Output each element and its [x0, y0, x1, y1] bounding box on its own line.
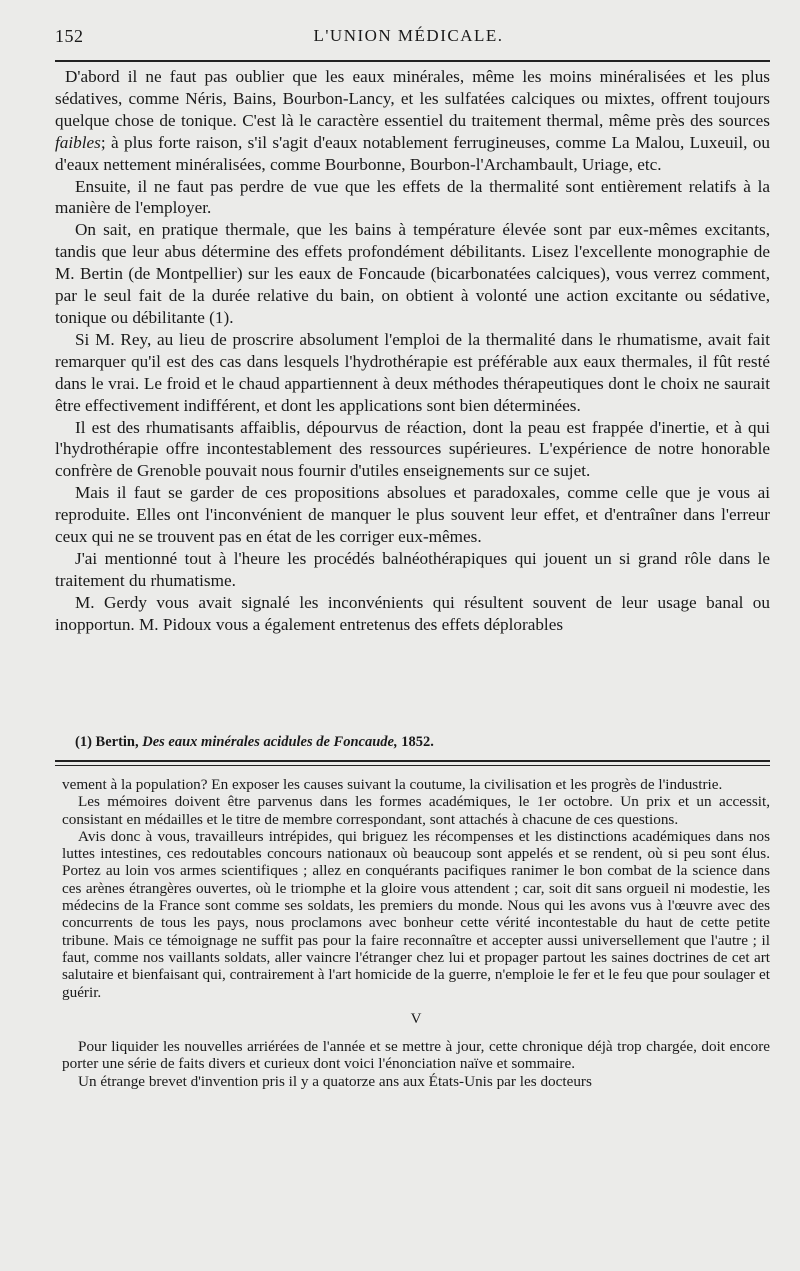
- article-body: [55, 66, 770, 636]
- article-paragraph-7: J'ai mentionné tout à l'heure les procédés balnéothérapiques qui jouent un si grand rôle dans le traitement du rhumatisme.: [55, 548, 770, 590]
- footnote-title: Des eaux minérales acidules de Foncaude,: [142, 734, 398, 750]
- footnote-marker: (1) Bertin,: [75, 734, 139, 750]
- article-paragraph-4: Si M. Rey, au lieu de proscrire absolument l'emploi de la thermalité dans le rhumatisme, avait fait remarquer qu'il est des cas dans lesquels l'hydrothérapie est préférable aux eaux thermales, il fût resté dans le vrai. Le froid et le chaud appartiennent à deux méthodes thérapeutiques dont le choix ne saurait être effectivement indifférent, et dont les applications sont bien déterminées.: [55, 329, 770, 415]
- footnote-year: 1852.: [401, 734, 434, 750]
- section-numeral: V: [410, 1010, 422, 1027]
- article-paragraph-1: [55, 66, 770, 176]
- article-paragraph-2: Ensuite, il ne faut pas perdre de vue que les effets de la thermalité sont entièrement relatifs à la manière de l'employer.: [55, 176, 770, 218]
- article-paragraph-5: Il est des rhumatisants affaiblis, dépourvus de réaction, dont la peau est frappée d'inertie, et à qui l'hydrothérapie offre incontestablement des ressources supérieures. L'expérience de notre honorable confrère de Grenoble pouvait nous fournir d'utiles enseignements sur ce sujet.: [55, 417, 770, 481]
- italic-word: faibles: [55, 132, 101, 152]
- article-paragraph-8: M. Gerdy vous avait signalé les inconvénients qui résultent souvent de leur usage banal ou inopportun. M. Pidoux vous a également entretenus des effets déplorables: [55, 592, 770, 634]
- chronicle-paragraph-2: Les mémoires doivent être parvenus dans les formes académiques, le 1er octobre. Un prix et un accessit, consistant en médailles et le titre de membre correspondant, sont attachés à chacune de ces questions.: [62, 793, 770, 828]
- chronicle-body: [62, 776, 770, 1090]
- header-rule: [55, 60, 770, 62]
- chronicle-paragraph-4: Pour liquider les nouvelles arriérées de l'année et se mettre à jour, cette chronique déjà trop chargée, doit encore porter une série de faits divers et curieux dont voici l'énonciation naïve et sommaire.: [62, 1038, 770, 1073]
- chronicle-paragraph-3: Avis donc à vous, travailleurs intrépides, qui briguez les récompenses et les distinctions académiques dans nos luttes intestines, ces redoutables concours nationaux où beaucoup sont appelés et se rendent, où si peu sont élus. Portez au loin vos armes scientifiques ; allez en conquérants pacifiques ranimer le bon combat de la science dans ces arènes étrangères ouvertes, où le triomphe et la gloire vous attendent ; car, soit dit sans orgueil ni modestie, les médecins de la France sont comme ses soldats, les premiers du monde. Nous qui les avons vus à l'œuvre avec des concurrents de tous les pays, nous proclamons avec bonheur cette vérité incontestable du haut de cette petite tribune. Mais ce témoignage ne suffit pas pour la faire reconnaître et accepter aussi universellement que l'autre ; il faut, comme nos vaillants soldats, aller vaincre l'étranger chez lui et propager partout les saines doctrines de cet art salutaire et bienfaisant qui, contrairement à l'art homicide de la guerre, n'emploie le fer et le feu que pour soulager et guérir.: [62, 827, 770, 1001]
- separator-rule-upper: [55, 760, 770, 762]
- page-header: [55, 26, 762, 54]
- article-paragraph-3: On sait, en pratique thermale, que les bains à température élevée sont par eux-mêmes excitants, tandis que leur abus détermine des effets profondément débilitants. Lisez l'excellente monographie de M. Bertin (de Montpellier) sur les eaux de Foncaude (bicarbonatées calciques), vous verrez comment, par le seul fait de la durée relative du bain, on obtient à volonté une action excitante ou sédative, tonique ou débilitante (1).: [55, 220, 770, 327]
- page-number: 152: [55, 26, 84, 46]
- running-title: L'UNION MÉDICALE.: [313, 26, 504, 45]
- article-p1-text: D'abord il ne faut pas oublier que les eaux minérales, même les moins minéralisées et les plus sédatives, comme Néris, Bains, Bourbon-Lancy, et les sulfatées calciques ou mixtes, offrent toujours quelque chose de tonique. C'est là le caractère essentiel du traitement thermal, même près des sources faibles; à plus forte raison, s'il s'agit d'eaux notablement ferrugineuses, comme La Malou, Luxeuil, ou d'eaux nettement minéralisées, comme Bourbonne, Bourbon-l'Archambault, Uriage, etc.: [55, 67, 770, 174]
- article-paragraph-6: Mais il faut se garder de ces propositions absolues et paradoxales, comme celle que je vous ai reproduite. Elles ont l'inconvénient de manquer le plus souvent leur effet, et d'entraîner dans l'erreur ceux qui ne se trouvent pas en état de les corriger eux-mêmes.: [55, 483, 770, 547]
- footnote: [75, 734, 770, 751]
- chronicle-paragraph-5: Un étrange brevet d'invention pris il y a quatorze ans aux États-Unis par les docteurs: [78, 1072, 592, 1090]
- chronicle-paragraph-1: vement à la population? En exposer les causes suivant la coutume, la civilisation et les progrès de l'industrie.: [62, 776, 723, 793]
- separator-rule-lower: [55, 765, 770, 766]
